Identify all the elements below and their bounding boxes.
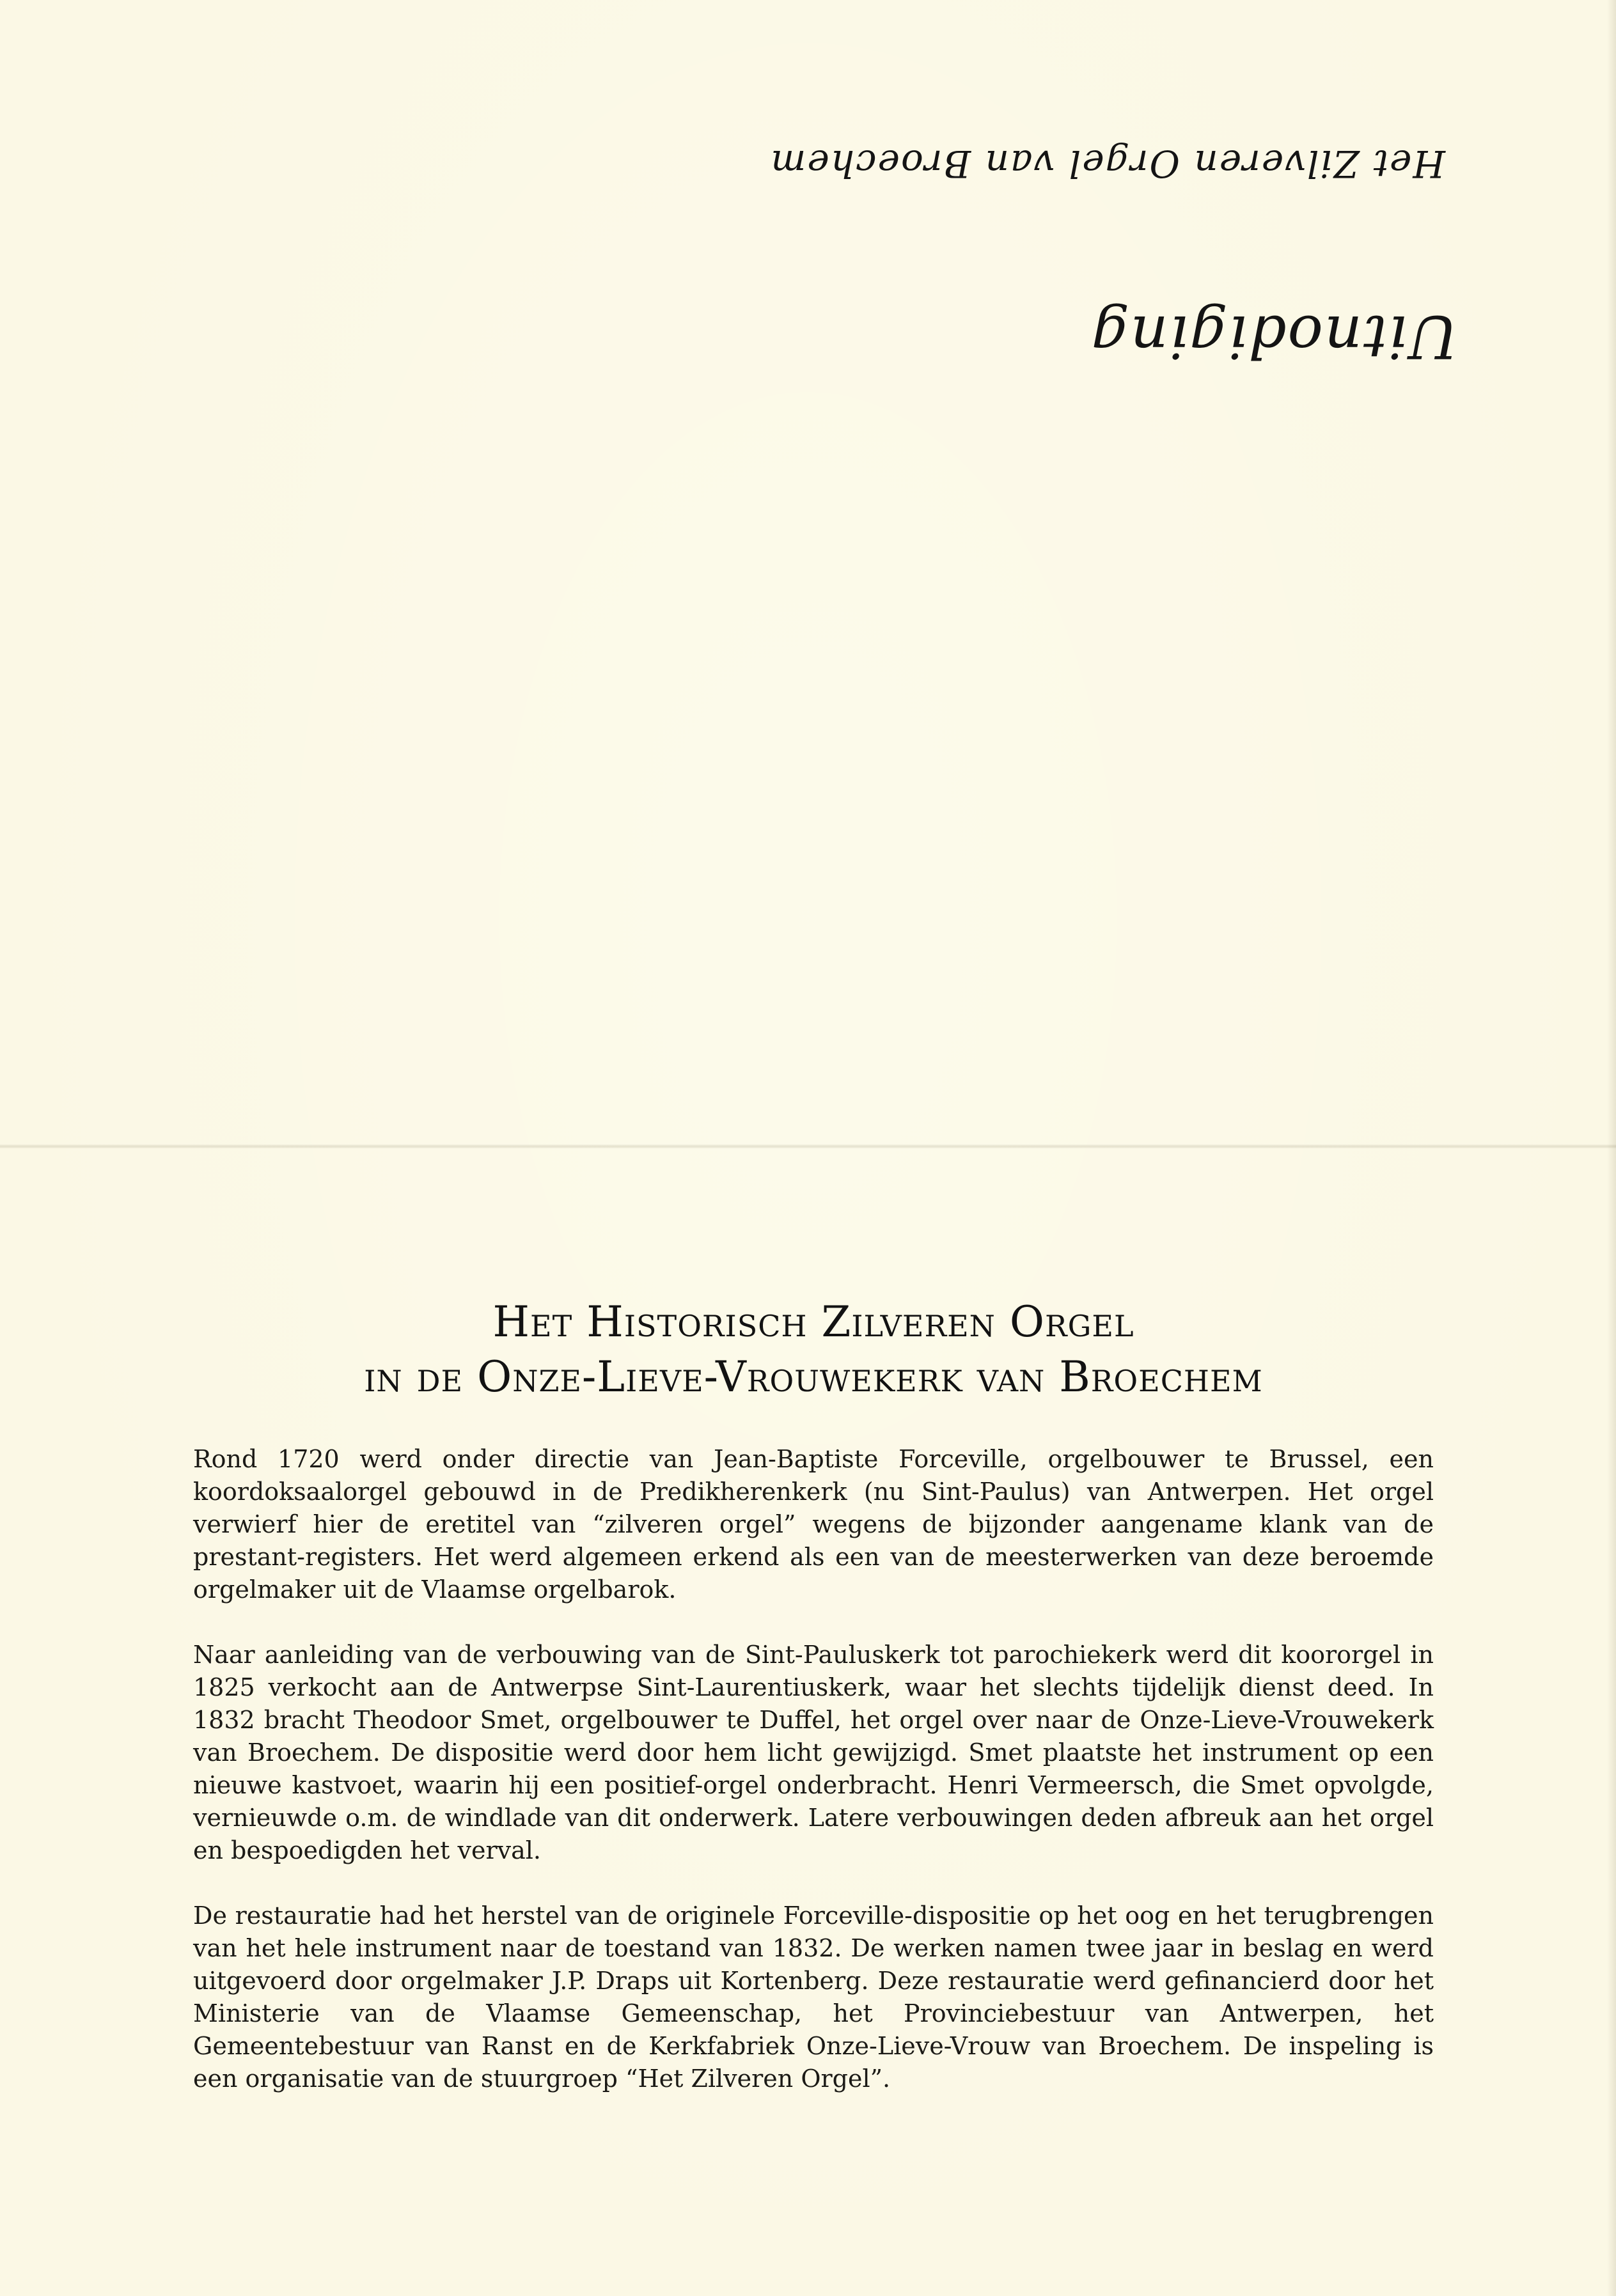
- paragraph-3: De restauratie had het herstel van de originele Forceville-dispositie op het oog en het terugbrengen van het hele instrument naar de toestand van 1832. De werken namen twee jaar in beslag en werd uitgevoerd door orgelmaker J.P. Draps uit Kortenberg. Deze restauratie werd gefinancierd door het Ministerie van de Vlaamse Gemeenschap, het Provinciebestuur van Antwerpen, het Gemeentebestuur van Ranst en de Kerkfabriek Onze-Lieve-Vrouw van Broechem. De inspeling is een organisatie van de stuurgroep “Het Zilveren Orgel”.: [193, 1902, 1434, 2093]
- article: [193, 1295, 1434, 2128]
- cover-subtitle: Het Zilveren Orgel van Broechem: [769, 142, 1445, 185]
- cover-text-upside-down: [735, 90, 1458, 371]
- paragraph-2: Naar aanleiding van de verbouwing van de Sint-Pauluskerk tot parochiekerk werd dit koororgel in 1825 verkocht aan de Antwerpse Sint-Laurentiuskerk, waar het slechts tijdelijk dienst deed. In 1832 bracht Theodoor Smet, orgelbouwer te Duffel, het orgel over naar de Onze-Lieve-Vrouwekerk van Broechem. De dispositie werd door hem licht gewijzigd. Smet plaatste het instrument op een nieuwe kastvoet, waarin hij een positief-orgel onderbracht. Henri Vermeersch, die Smet opvolgde, vernieuwde o.m. de windlade van dit onderwerk. Latere verbouwingen deden afbreuk aan het orgel en bespoedigden het verval.: [193, 1641, 1434, 1864]
- paragraph-1: Rond 1720 werd onder directie van Jean-Baptiste Forceville, orgelbouwer te Brussel, een koordoksaalorgel gebouwd in de Predikherenkerk (nu Sint-Paulus) van Antwerpen. Het orgel verwierf hier de eretitel van “zilveren orgel” wegens de bijzonder aangename klank van de prestant-registers. Het werd algemeen erkend als een van de meesterwerken van deze beroemde orgelmaker uit de Vlaamse orgelbarok.: [193, 1445, 1434, 1604]
- paper-edge-shadow: [1607, 0, 1616, 2296]
- fold-line: [0, 1144, 1616, 1148]
- headline-line-1: Het Historisch Zilveren Orgel: [492, 1297, 1134, 1347]
- cover-title: Uitnodiging: [1090, 302, 1458, 371]
- headline-line-2: in de Onze-Lieve-Vrouwekerk van Broechem: [364, 1352, 1263, 1402]
- cover-panel: [0, 0, 1616, 1144]
- article-headline: [193, 1295, 1434, 1405]
